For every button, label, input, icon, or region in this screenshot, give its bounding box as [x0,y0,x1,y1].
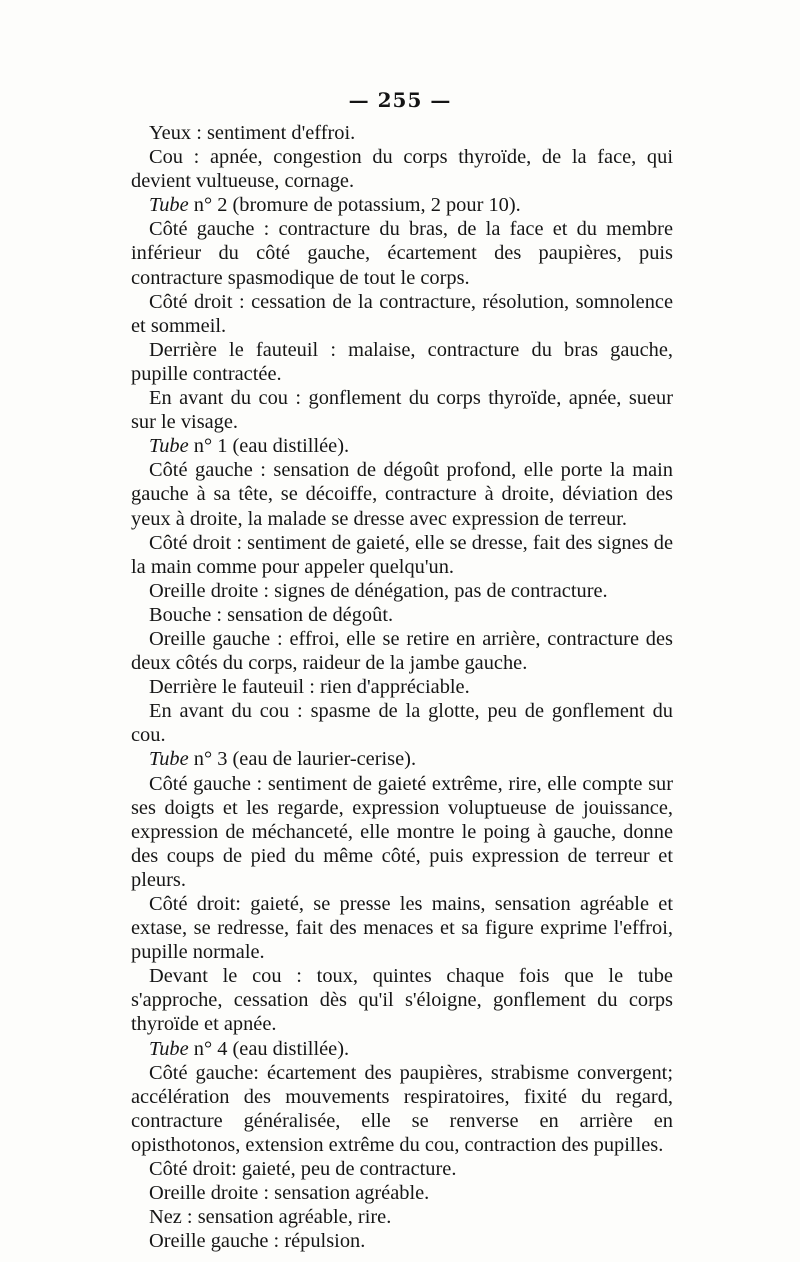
paragraph: Derrière le fauteuil : malaise, contracture du bras gauche, pupille contractée. [131,338,673,385]
paragraph: Tube n° 4 (eau distillée). [149,1037,350,1060]
paragraph: Côté droit: gaieté, peu de contracture. [149,1158,457,1181]
paragraph: Tube n° 2 (bromure de potassium, 2 pour 10). [149,194,521,217]
paragraph: Tube n° 1 (eau distillée). [149,435,350,458]
body-text [131,121,673,1253]
paragraph: Bouche : sensation de dégoût. [149,603,394,626]
paragraph: Oreille droite : sensation agréable. [149,1182,430,1205]
page-number: — 255 — [348,88,452,112]
paragraph: Oreille gauche : effroi, elle se retire en arrière, contracture des deux côtés du corps, raideur de la jambe gauche. [131,627,673,675]
paragraph: Côté gauche : contracture du bras, de la face et du membre inférieur du côté gauche, écartement des paupières, puis contracture spasmodique de tout le corps. [131,218,673,289]
paragraph: Devant le cou : toux, quintes chaque fois que le tube s'approche, cessation dès qu'il s'éloigne, gonflement du corps thyroïde et apnée. [131,965,673,1036]
paragraph: Nez : sensation agréable, rire. [149,1206,392,1229]
paragraph: Côté gauche: écartement des paupières, strabisme convergent; accélération des mouvements respiratoires, fixité du regard, contracture généralisée, elle se renverse en arrière en opisthotonos, extension extrême du cou, contraction des pupilles. [131,1061,673,1156]
paragraph: Côté droit: gaieté, se presse les mains, sensation agréable et extase, se redresse, fait des menaces et sa figure exprime l'effroi, pupille normale. [131,893,673,964]
paragraph: En avant du cou : spasme de la glotte, peu de gonflement du cou. [131,700,673,747]
paragraph: Derrière le fauteuil : rien d'appréciable. [149,676,470,699]
paragraph: Tube n° 3 (eau de laurier-cerise). [149,748,417,771]
paragraph: Côté gauche : sensation de dégoût profond, elle porte la main gauche à sa tête, se décoiffe, contracture à droite, déviation des yeux à droite, la malade se dresse avec expression de terreur. [131,459,674,530]
paragraph: Côté droit : cessation de la contracture, résolution, somnolence et sommeil. [131,290,673,337]
paragraph: Côté gauche : sentiment de gaieté extrême, rire, elle compte sur ses doigts et les regarde, expression voluptueuse de jouissance, expression de méchanceté, elle montre le poing à gauche, donne des coups de pied du même côté, puis expression de terreur et pleurs. [131,772,673,891]
paragraph: Cou : apnée, congestion du corps thyroïde, de la face, qui devient vultueuse, cornage. [131,146,673,193]
paragraph: Côté droit : sentiment de gaieté, elle se dresse, fait des signes de la main comme pour appeler quelqu'un. [131,531,673,578]
paragraph: Oreille gauche : répulsion. [149,1230,366,1253]
paragraph: Yeux : sentiment d'effroi. [149,122,356,144]
paragraph: En avant du cou : gonflement du corps thyroïde, apnée, sueur sur le visage. [131,387,673,434]
paragraph: Oreille droite : signes de dénégation, pas de contracture. [149,579,608,602]
